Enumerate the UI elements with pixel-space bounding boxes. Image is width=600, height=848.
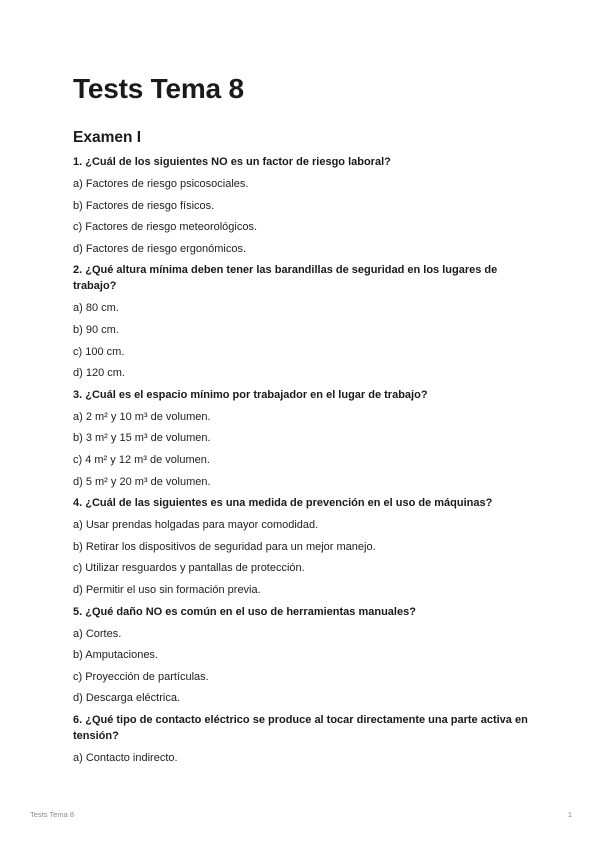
page-footer — [30, 810, 572, 819]
answer-option: d) Factores de riesgo ergonómicos. — [73, 242, 247, 255]
footer-document-title: Tests Tema 8 — [30, 810, 75, 819]
document-page — [73, 72, 533, 771]
answer-option: a) Usar prendas holgadas para mayor comodidad. — [73, 519, 319, 532]
answer-option: d) Permitir el uso sin formación previa. — [73, 583, 261, 596]
document-title: Tests Tema 8 — [73, 73, 244, 104]
question-text: 6. ¿Qué tipo de contacto eléctrico se produce al tocar directamente una parte activa en tensión? — [73, 713, 528, 742]
answer-option: a) Factores de riesgo psicosociales. — [73, 178, 249, 190]
question-text: 2. ¿Qué altura mínima deben tener las barandillas de seguridad en los lugares de trabajo? — [73, 264, 498, 293]
answer-option: c) 4 m² y 12 m³ de volumen. — [73, 453, 210, 466]
footer-page-number: 1 — [567, 810, 572, 819]
answer-option: b) Retirar los dispositivos de seguridad para un mejor manejo. — [73, 540, 376, 553]
answer-option: c) Proyección de partículas. — [73, 670, 209, 683]
answer-option: b) Factores de riesgo físicos. — [73, 199, 215, 212]
question-text: 4. ¿Cuál de las siguientes es una medida de prevención en el uso de máquinas? — [73, 497, 493, 510]
answer-option: a) 80 cm. — [73, 302, 119, 315]
section-title: Examen I — [73, 129, 142, 146]
answer-option: b) 3 m² y 15 m³ de volumen. — [73, 432, 211, 445]
answer-option: c) Utilizar resguardos y pantallas de protección. — [73, 562, 305, 575]
answer-option: a) 2 m² y 10 m³ de volumen. — [73, 410, 211, 423]
question-text: 1. ¿Cuál de los siguientes NO es un factor de riesgo laboral? — [73, 156, 391, 168]
question-6 — [73, 712, 533, 766]
answer-option: a) Contacto indirecto. — [73, 751, 178, 764]
question-1 — [73, 154, 533, 257]
answer-option: b) Amputaciones. — [73, 649, 158, 662]
answer-option: a) Cortes. — [73, 627, 122, 640]
answer-option: c) 100 cm. — [73, 345, 125, 358]
question-text: 3. ¿Cuál es el espacio mínimo por trabajador en el lugar de trabajo? — [73, 388, 428, 401]
answer-option: d) 5 m² y 20 m³ de volumen. — [73, 475, 211, 488]
question-text: 5. ¿Qué daño NO es común en el uso de herramientas manuales? — [73, 605, 416, 618]
question-3 — [73, 387, 533, 490]
answer-option: b) 90 cm. — [73, 323, 119, 336]
question-2 — [73, 262, 533, 381]
answer-option: c) Factores de riesgo meteorológicos. — [73, 221, 258, 234]
answer-option: d) 120 cm. — [73, 367, 125, 380]
answer-option: d) Descarga eléctrica. — [73, 692, 180, 705]
question-4 — [73, 495, 533, 598]
question-5 — [73, 604, 533, 707]
